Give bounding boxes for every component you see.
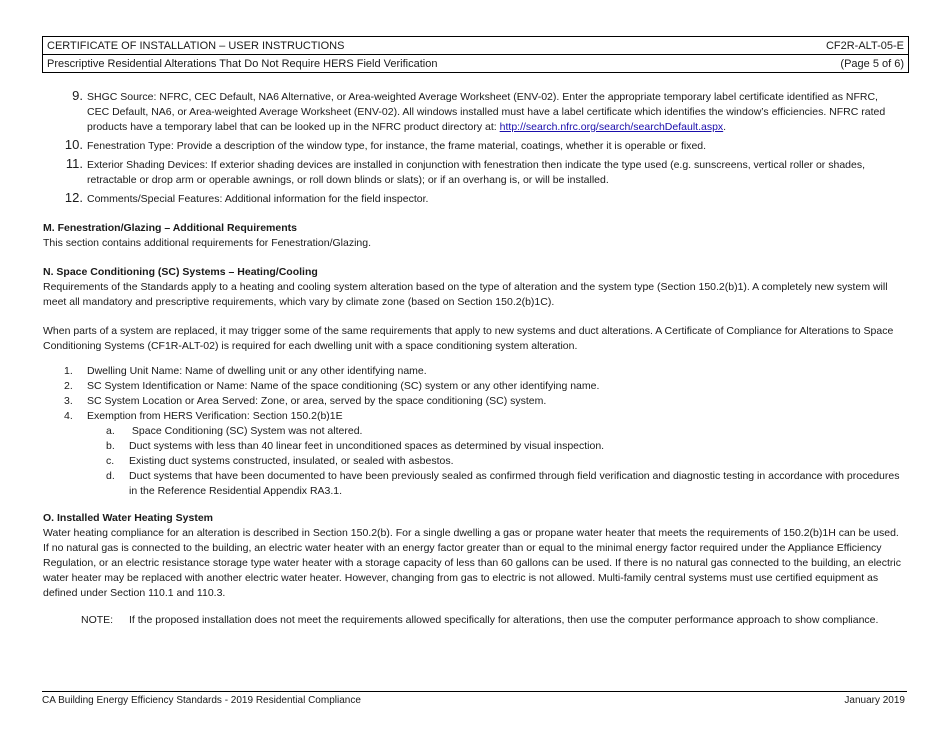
list-item bbox=[43, 394, 903, 409]
header-row-title bbox=[43, 37, 908, 54]
list-item bbox=[43, 364, 903, 379]
item-text bbox=[87, 90, 903, 135]
list-item bbox=[43, 409, 903, 424]
note-text: If the proposed installation does not meet the requirements allowed specifically for alterations, then use the computer performance approach to show compliance. bbox=[129, 614, 879, 626]
note bbox=[43, 613, 903, 628]
header-subtitle: Prescriptive Residential Alterations That Do Not Require HERS Field Verification bbox=[47, 57, 438, 70]
item-text: SC System Location or Area Served: Zone, or area, served by the space conditioning (SC) system. bbox=[87, 395, 547, 407]
item-number: 12. bbox=[64, 190, 83, 205]
sub-list-item bbox=[43, 439, 903, 454]
item-letter: c. bbox=[106, 455, 115, 467]
section-m-title: M. Fenestration/Glazing – Additional Requirements bbox=[43, 222, 297, 234]
document-body bbox=[43, 88, 903, 628]
item-text: Dwelling Unit Name: Name of dwelling unit or any other identifying name. bbox=[87, 365, 427, 377]
item-number: 2. bbox=[64, 380, 73, 392]
item-text: SC System Identification or Name: Name of the space conditioning (SC) system or any other identifying name. bbox=[87, 380, 600, 392]
list-item bbox=[43, 190, 903, 207]
page-number: (Page 5 of 6) bbox=[840, 57, 904, 70]
list-item bbox=[43, 379, 903, 394]
section-n-para1: Requirements of the Standards apply to a heating and cooling system alteration based on the type of alteration and the system type (Section 150.2(b)1). A completely new system will meet all mandatory and prescriptive requirements, which vary by climate zone (based on Section 150.2(b)1C). bbox=[43, 281, 888, 308]
section-n-title: N. Space Conditioning (SC) Systems – Heating/Cooling bbox=[43, 266, 318, 278]
item-text: Exterior Shading Devices: If exterior shading devices are installed in conjunction with fenestration then indicate the type used (e.g. sunscreens, vertical roller or shades, retractable or drop arm or operable awnings, or roll down blinds or slats); or if an overhang is, or will be installed. bbox=[87, 159, 865, 186]
item-number: 4. bbox=[64, 410, 73, 422]
list-item bbox=[43, 137, 903, 154]
nfrc-directory-link[interactable]: http://search.nfrc.org/search/searchDefault.aspx bbox=[499, 121, 724, 133]
item-number: 1. bbox=[64, 365, 73, 377]
item-number: 10. bbox=[64, 137, 83, 152]
item-text: Comments/Special Features: Additional information for the field inspector. bbox=[87, 193, 429, 205]
sub-list-item bbox=[43, 424, 903, 439]
page-footer bbox=[42, 691, 907, 706]
item-text-before: SHGC Source: NFRC, CEC Default, NA6 Alternative, or Area-weighted Average Worksheet (ENV-02). Enter the appropriate temporary label certificate identified as NFRC, CEC Default, NA6, or Area-weighted Average Worksheet (ENV-02). All windows installed must have a label certificate which identifies the window’s efficiencies. NFRC rated products have a temporary label that can be looked up in the NFRC product directory at: bbox=[87, 91, 886, 133]
item-text-after: . bbox=[723, 121, 727, 133]
header-row-subtitle bbox=[43, 54, 908, 72]
item-text: Duct systems with less than 40 linear feet in unconditioned spaces as determined by visual inspection. bbox=[129, 440, 605, 452]
sub-list-item bbox=[43, 469, 903, 499]
item-text: Exemption from HERS Verification: Section 150.2(b)1E bbox=[87, 410, 343, 422]
item-number: 3. bbox=[64, 395, 73, 407]
item-letter: d. bbox=[106, 470, 115, 482]
sub-list-item bbox=[43, 454, 903, 469]
section-m-body: This section contains additional requirements for Fenestration/Glazing. bbox=[43, 237, 372, 249]
item-text: Space Conditioning (SC) System was not altered. bbox=[129, 425, 363, 437]
footer-left: CA Building Energy Efficiency Standards - 2019 Residential Compliance bbox=[42, 695, 361, 706]
list-item bbox=[43, 88, 903, 135]
section-o-title: O. Installed Water Heating System bbox=[43, 512, 213, 524]
page-header bbox=[42, 36, 909, 73]
note-label: NOTE: bbox=[81, 614, 114, 626]
section-o-body: Water heating compliance for an alteration is described in Section 150.2(b). For a single dwelling a gas or propane water heater that meets the requirements of 150.2(b)1H can be used. If no natural gas is connected to the building, an electric water heater with an energy factor greater than or equal to the minimal energy factor required under the Appliance Efficiency Regulation, or an electric resistance storage type water heater with a storage capacity of less than 60 gallons can be used. If there is no natural gas connected to the building, an electric water heater may be replaced with another electric water heater. However, changing from gas to electric is not allowed. Multi-family central systems must use certified equipment as defined under Section 110.1 and 110.3. bbox=[43, 527, 902, 599]
item-text: Duct systems that have been documented to have been previously sealed as confirmed through field verification and diagnostic testing in accordance with procedures in the Reference Residential Appendix RA3.1. bbox=[129, 470, 900, 497]
item-text: Existing duct systems constructed, insulated, or sealed with asbestos. bbox=[129, 455, 454, 467]
item-letter: a. bbox=[106, 425, 115, 437]
footer-date: January 2019 bbox=[844, 695, 905, 706]
item-letter: b. bbox=[106, 440, 115, 452]
header-title: CERTIFICATE OF INSTALLATION – USER INSTRUCTIONS bbox=[47, 39, 345, 52]
item-text: Fenestration Type: Provide a description of the window type, for instance, the frame material, coatings, whether it is operable or fixed. bbox=[87, 140, 707, 152]
form-code: CF2R-ALT-05-E bbox=[825, 39, 904, 52]
item-number: 11. bbox=[65, 156, 83, 171]
item-number: 9. bbox=[72, 88, 83, 103]
section-n-para2: When parts of a system are replaced, it may trigger some of the same requirements that apply to new systems and duct alterations. A Certificate of Compliance for Alterations to Space Conditioning Systems (CF1R-ALT-02) is required for each dwelling unit with a space conditioning system alteration. bbox=[43, 325, 894, 352]
list-item bbox=[43, 156, 903, 188]
